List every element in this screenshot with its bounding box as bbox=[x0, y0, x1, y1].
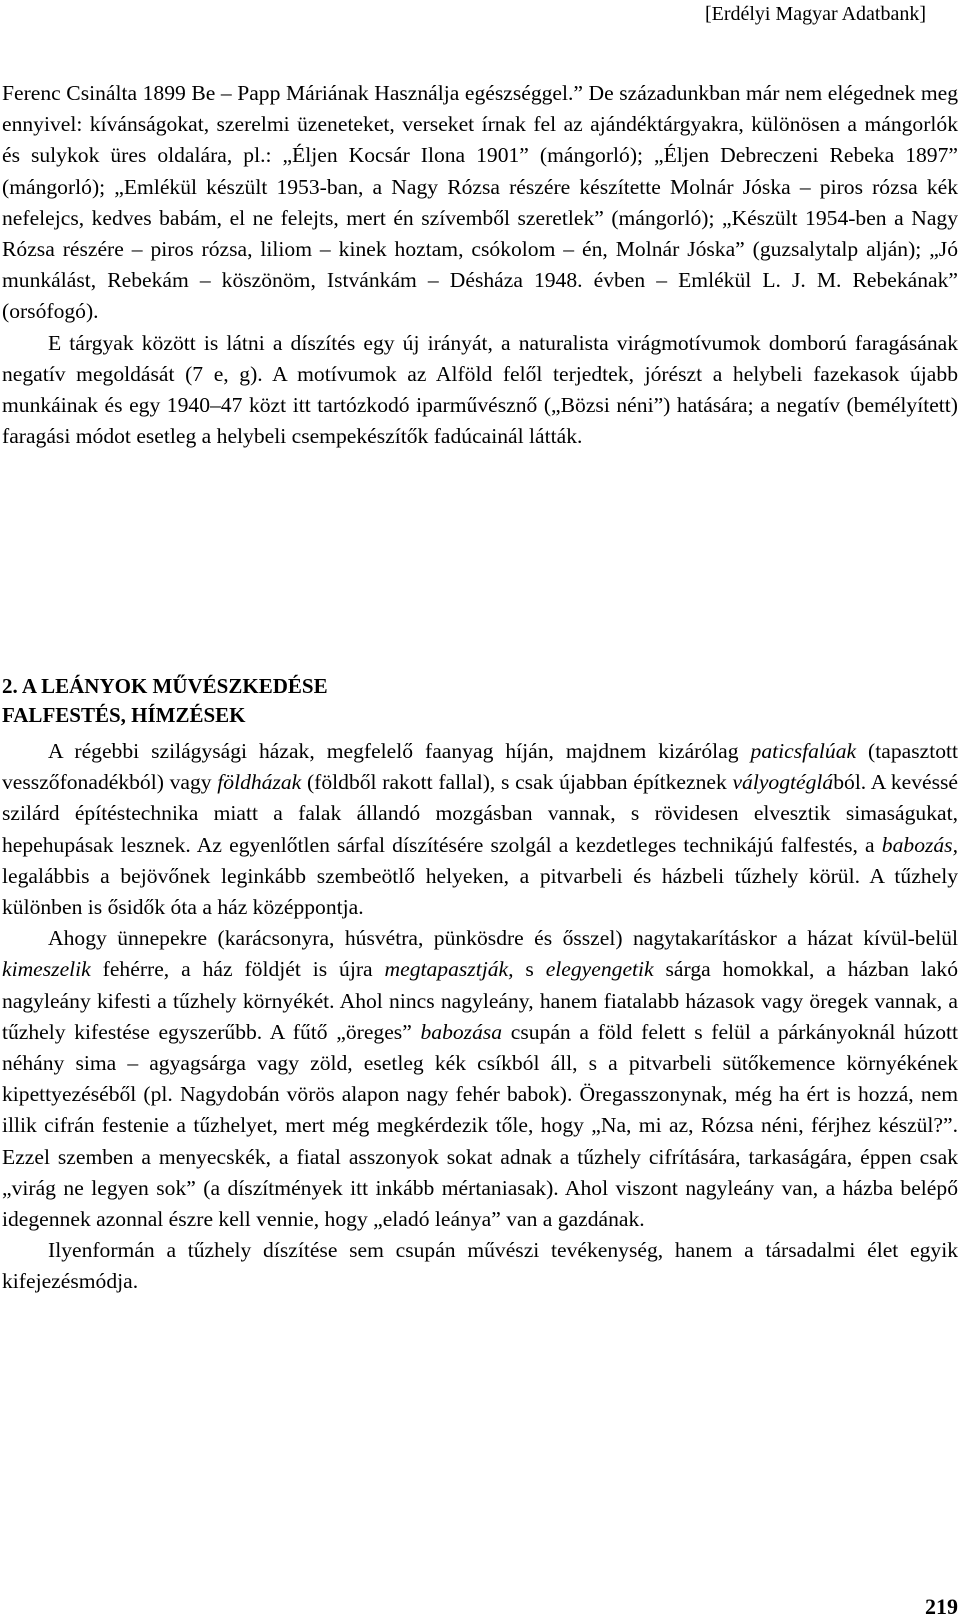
paragraph-houses bbox=[2, 736, 958, 923]
text-span: Ahogy ünnepekre (karácsonyra, húsvétra, pünkösdre és ősszel) nagytakarításkor a házat kívül-belül bbox=[48, 926, 958, 951]
italic-term: babozás, bbox=[881, 832, 958, 857]
text-span: (földből rakott fallal), s csak újabban építkeznek bbox=[301, 770, 733, 795]
italic-term: elegyengetik bbox=[545, 957, 654, 982]
text-span: csupán a föld felett s felül a párkányoknál húzott néhány sima – agyagsárga vagy zöld, esetleg kék csíkból áll, s a pitvarbeli sütőkemence környékének kipettyezéséből (pl. Nagydobán vörös alapon nagy fehér babok). Öregasszonynak, még ha ért is hozzá, nem illik cifrán festenie a tűzhelyet, mert még megkérdezik tőle, hogy „Na, mi az, Rózsa néni, férjhez készül?”. Ezzel szemben a menyecskék, a fiatal asszonyok sokat adnak a tűzhely cifrítására, tarkaságára, éppen csak „virág ne legyen sok” (a díszítmények itt inkább mértaniasak). Ahol viszont nagyleány van, a házba belépő idegennek azonnal észre kell vennie, hogy „eladó leánya” van a gazdának. bbox=[2, 1019, 958, 1232]
italic-term: kimeszelik bbox=[2, 957, 91, 982]
paragraph-inscriptions: Ferenc Csinálta 1899 Be – Papp Máriának Használja egészséggel.” De századunkban már nem elégednek meg ennyivel: kívánságokat, szerelmi üzeneteket, verseket írnak fel az ajándéktárgyakra, különösen a mángorlók és sulykok üres oldalára, pl.: „Éljen Kocsár Ilona 1901” (mángorló); „Éljen Debreczeni Rebeka 1897” (mángorló); „Emlékül készült 1953-ban, a Nagy Rózsa részére készítette Molnár Jóska – piros rózsa kék nefelejcs, kedves babám, el ne felejts, mert én szívemből szeretlek” (mángorló); „Készült 1954-ben a Nagy Rózsa részére – piros rózsa, liliom – kinek hoztam, csókolom – én, Molnár Jóska” (guzsalytalp alján); „Jó munkálást, Rebekám – köszönöm, Istvánkám – Désháza 1948. évben – Emlékül L. J. M. Rebekának” (orsófogó). bbox=[2, 81, 958, 324]
page-header: [Erdélyi Magyar Adatbank] bbox=[704, 3, 926, 25]
section-heading-line-2: FALFESTÉS, HÍMZÉSEK bbox=[2, 703, 246, 727]
paragraph-holidays bbox=[2, 923, 958, 1235]
text-span: (tapasztott vesszőfonadékból) vagy bbox=[2, 739, 958, 795]
text-span: A régebbi szilágysági házak, megfelelő faanyag híján, majdnem kizárólag bbox=[48, 739, 751, 763]
italic-term: paticsfalúak bbox=[750, 739, 857, 763]
paragraph-new-direction: E tárgyak között is látni a díszítés egy új irányát, a naturalista virágmotívumok domború faragásának negatív megoldását (7 e, g). A motívumok az Alföld felől terjedtek, jórészt a helybeli fazekasok újabb munkáinak és egy 1940–47 közt itt tartózkodó iparművésznő („Bözsi néni”) hatására; a negatív (bemélyített) faragási módot esetleg a helybeli csempekészítők fadúcainál látták. bbox=[2, 330, 958, 449]
text-block-top bbox=[2, 78, 958, 452]
text-span: ból. A kevéssé szilárd építéstechnika miatt a falak állandó mozgásban vannak, s rövidesen elvesztik simaságukat, hepehupásak lesznek. Az egyenlőtlen sárfal díszítésére szolgál a kezdetleges technikájú falfestés, a bbox=[2, 770, 958, 857]
text-block-main bbox=[2, 736, 958, 1298]
italic-term: földházak bbox=[217, 770, 302, 795]
section-heading bbox=[2, 672, 328, 730]
text-span: fehérre, a ház földjét is újra bbox=[90, 957, 385, 982]
italic-term: vályogtéglá bbox=[732, 770, 834, 795]
text-span: s bbox=[513, 957, 546, 982]
italic-term: megtapasztják, bbox=[384, 957, 514, 982]
italic-term: babozása bbox=[420, 1019, 503, 1044]
paragraph-conclusion: Ilyenformán a tűzhely díszítése sem csupán művészi tevékenység, hanem a társadalmi élet egyik kifejezésmódja. bbox=[2, 1238, 958, 1294]
text-span: sárga homokkal, a házban lakó nagyleány kifesti a tűzhely környékét. Ahol nincs nagyleány, hanem fiatalabb házasok vagy öregek vannak, a tűzhely kifestése egyszerűbb. A fűtő „öreges” bbox=[2, 957, 959, 1044]
page-number: 219 bbox=[925, 1594, 958, 1619]
text-span: legalábbis a bejövőnek leginkább szembeötlő helyeken, a pitvarbeli és házbeli tűzhely körül. A tűzhely különben is ősidők óta a ház középpontja. bbox=[2, 863, 958, 920]
section-heading-line-1: 2. A LEÁNYOK MŰVÉSZKEDÉSE bbox=[2, 674, 328, 698]
